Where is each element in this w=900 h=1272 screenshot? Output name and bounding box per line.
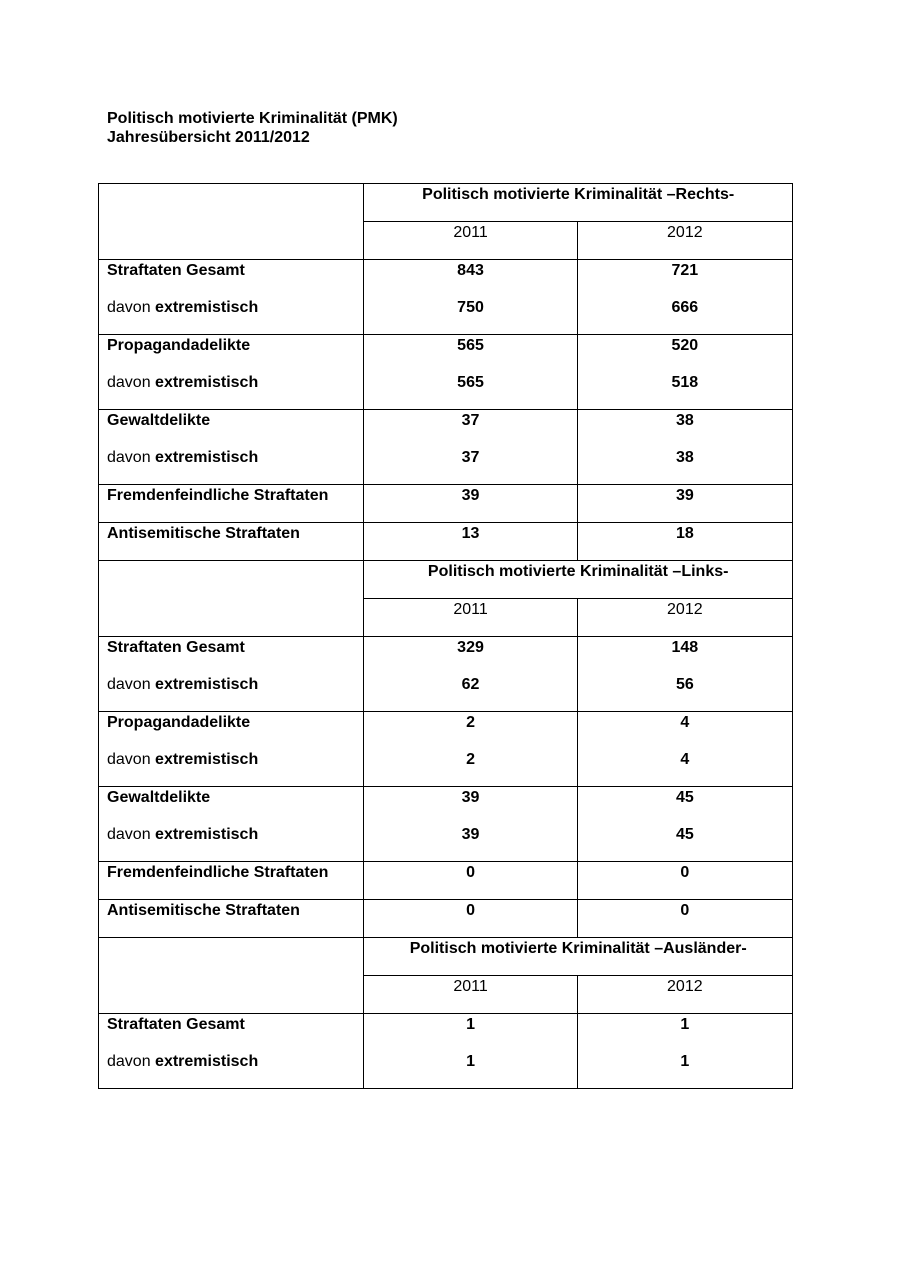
value-cell-2011 — [364, 1014, 577, 1089]
year-label: 2012 — [667, 224, 703, 241]
value-total: 565 — [457, 337, 484, 354]
year-header — [364, 976, 577, 1014]
value-total: 18 — [675, 525, 694, 542]
year-label: 2011 — [453, 224, 488, 241]
value-extremistisch: 565 — [457, 374, 484, 391]
year-label: 2011 — [453, 601, 488, 618]
value-cell-2011 — [364, 335, 577, 410]
value-extremistisch: 39 — [461, 826, 480, 843]
value-cell-2011 — [364, 485, 577, 523]
pmk-statistics-table — [98, 183, 793, 1089]
value-cell-2012 — [577, 862, 792, 900]
davon-text: davon — [107, 826, 151, 843]
section-heading-row — [99, 184, 793, 222]
extremistisch-text: extremistisch — [155, 449, 259, 466]
value-total: 148 — [671, 639, 699, 656]
section-label-cell — [99, 938, 364, 1014]
table-row — [99, 712, 793, 787]
value-cell-2012 — [577, 637, 792, 712]
row-label-cell — [99, 637, 364, 712]
table-row — [99, 1014, 793, 1089]
davon-text: davon — [107, 1053, 151, 1070]
value-extremistisch: 38 — [675, 449, 694, 466]
value-total: 1 — [680, 1016, 690, 1033]
sub-row-label — [107, 674, 363, 711]
value-cell-2012 — [577, 335, 792, 410]
row-label: Propagandadelikte — [107, 714, 251, 731]
value-extremistisch: 518 — [671, 374, 699, 391]
table-row — [99, 523, 793, 561]
row-label: Gewaltdelikte — [107, 789, 211, 806]
value-extremistisch: 4 — [680, 751, 690, 768]
value-cell-2012 — [577, 410, 792, 485]
value-total: 4 — [680, 714, 690, 731]
section-heading — [364, 561, 793, 599]
sub-row-label — [107, 749, 363, 786]
title-line-2: Jahresübersicht 2011/2012 — [107, 129, 310, 146]
row-label-cell — [99, 260, 364, 335]
value-extremistisch: 666 — [671, 299, 699, 316]
row-label-cell — [99, 712, 364, 787]
value-extremistisch: 45 — [675, 826, 694, 843]
row-label-cell — [99, 862, 364, 900]
value-total: 38 — [675, 412, 694, 429]
value-cell-2011 — [364, 712, 577, 787]
value-total: 45 — [675, 789, 694, 806]
value-cell-2012 — [577, 787, 792, 862]
row-label-cell — [99, 523, 364, 561]
table-row — [99, 335, 793, 410]
sub-row-label — [107, 297, 363, 334]
value-total: 1 — [466, 1016, 475, 1033]
table-row — [99, 260, 793, 335]
value-extremistisch: 37 — [461, 449, 480, 466]
value-total: 37 — [461, 412, 480, 429]
section-heading-row — [99, 561, 793, 599]
year-header — [364, 599, 577, 637]
year-header — [577, 976, 792, 1014]
value-total: 39 — [675, 487, 694, 504]
value-extremistisch: 750 — [457, 299, 484, 316]
value-cell-2012 — [577, 712, 792, 787]
row-label: Fremdenfeindliche Straftaten — [107, 487, 329, 504]
value-total: 0 — [466, 864, 475, 881]
value-total: 721 — [671, 262, 699, 279]
davon-text: davon — [107, 374, 151, 391]
value-total: 2 — [466, 714, 475, 731]
value-extremistisch: 1 — [680, 1053, 690, 1070]
value-cell-2012 — [577, 900, 792, 938]
value-extremistisch: 62 — [461, 676, 480, 693]
row-label: Propagandadelikte — [107, 337, 251, 354]
value-total: 329 — [457, 639, 484, 656]
value-extremistisch: 1 — [466, 1053, 475, 1070]
table-row — [99, 637, 793, 712]
section-label-cell — [99, 184, 364, 260]
document-title — [107, 109, 398, 147]
row-label-cell — [99, 410, 364, 485]
section-heading — [364, 938, 793, 976]
row-label-cell — [99, 1014, 364, 1089]
section-heading — [364, 184, 793, 222]
value-cell-2012 — [577, 260, 792, 335]
row-label: Gewaltdelikte — [107, 412, 211, 429]
table-row — [99, 485, 793, 523]
section-heading-text: Politisch motivierte Kriminalität –Links- — [427, 563, 729, 580]
extremistisch-text: extremistisch — [155, 676, 259, 693]
year-header — [364, 222, 577, 260]
value-cell-2012 — [577, 1014, 792, 1089]
row-label: Antisemitische Straftaten — [107, 902, 300, 919]
value-total: 0 — [680, 864, 690, 881]
row-label: Straftaten Gesamt — [107, 1016, 245, 1033]
value-cell-2011 — [364, 523, 577, 561]
row-label-cell — [99, 787, 364, 862]
sub-row-label — [107, 372, 363, 409]
value-cell-2012 — [577, 485, 792, 523]
davon-text: davon — [107, 299, 151, 316]
table-row — [99, 900, 793, 938]
value-cell-2011 — [364, 787, 577, 862]
table-row — [99, 787, 793, 862]
value-total: 13 — [461, 525, 480, 542]
value-total: 39 — [461, 487, 480, 504]
davon-text: davon — [107, 676, 151, 693]
extremistisch-text: extremistisch — [155, 299, 259, 316]
year-header — [577, 222, 792, 260]
extremistisch-text: extremistisch — [155, 826, 259, 843]
sub-row-label — [107, 1051, 363, 1088]
extremistisch-text: extremistisch — [155, 1053, 259, 1070]
value-extremistisch: 56 — [675, 676, 694, 693]
table-row — [99, 410, 793, 485]
davon-text: davon — [107, 751, 151, 768]
value-total: 0 — [680, 902, 690, 919]
value-total: 843 — [457, 262, 484, 279]
title-line-1: Politisch motivierte Kriminalität (PMK) — [107, 110, 398, 127]
row-label-cell — [99, 900, 364, 938]
year-label: 2012 — [667, 601, 703, 618]
row-label: Antisemitische Straftaten — [107, 525, 300, 542]
row-label: Straftaten Gesamt — [107, 639, 245, 656]
value-extremistisch: 2 — [466, 751, 475, 768]
value-cell-2012 — [577, 523, 792, 561]
value-total: 39 — [461, 789, 480, 806]
value-cell-2011 — [364, 900, 577, 938]
davon-text: davon — [107, 449, 151, 466]
value-cell-2011 — [364, 410, 577, 485]
year-header — [577, 599, 792, 637]
row-label: Straftaten Gesamt — [107, 262, 245, 279]
section-heading-row — [99, 938, 793, 976]
year-label: 2011 — [453, 978, 488, 995]
value-cell-2011 — [364, 862, 577, 900]
section-label-cell — [99, 561, 364, 637]
extremistisch-text: extremistisch — [155, 751, 259, 768]
extremistisch-text: extremistisch — [155, 374, 259, 391]
value-total: 0 — [466, 902, 475, 919]
sub-row-label — [107, 824, 363, 861]
year-label: 2012 — [667, 978, 703, 995]
section-heading-text: Politisch motivierte Kriminalität –Ausländer- — [409, 940, 747, 957]
value-total: 520 — [671, 337, 699, 354]
value-cell-2011 — [364, 260, 577, 335]
row-label-cell — [99, 485, 364, 523]
sub-row-label — [107, 447, 363, 484]
table-row — [99, 862, 793, 900]
row-label-cell — [99, 335, 364, 410]
section-heading-text: Politisch motivierte Kriminalität –Rechts- — [422, 186, 735, 203]
row-label: Fremdenfeindliche Straftaten — [107, 864, 329, 881]
value-cell-2011 — [364, 637, 577, 712]
